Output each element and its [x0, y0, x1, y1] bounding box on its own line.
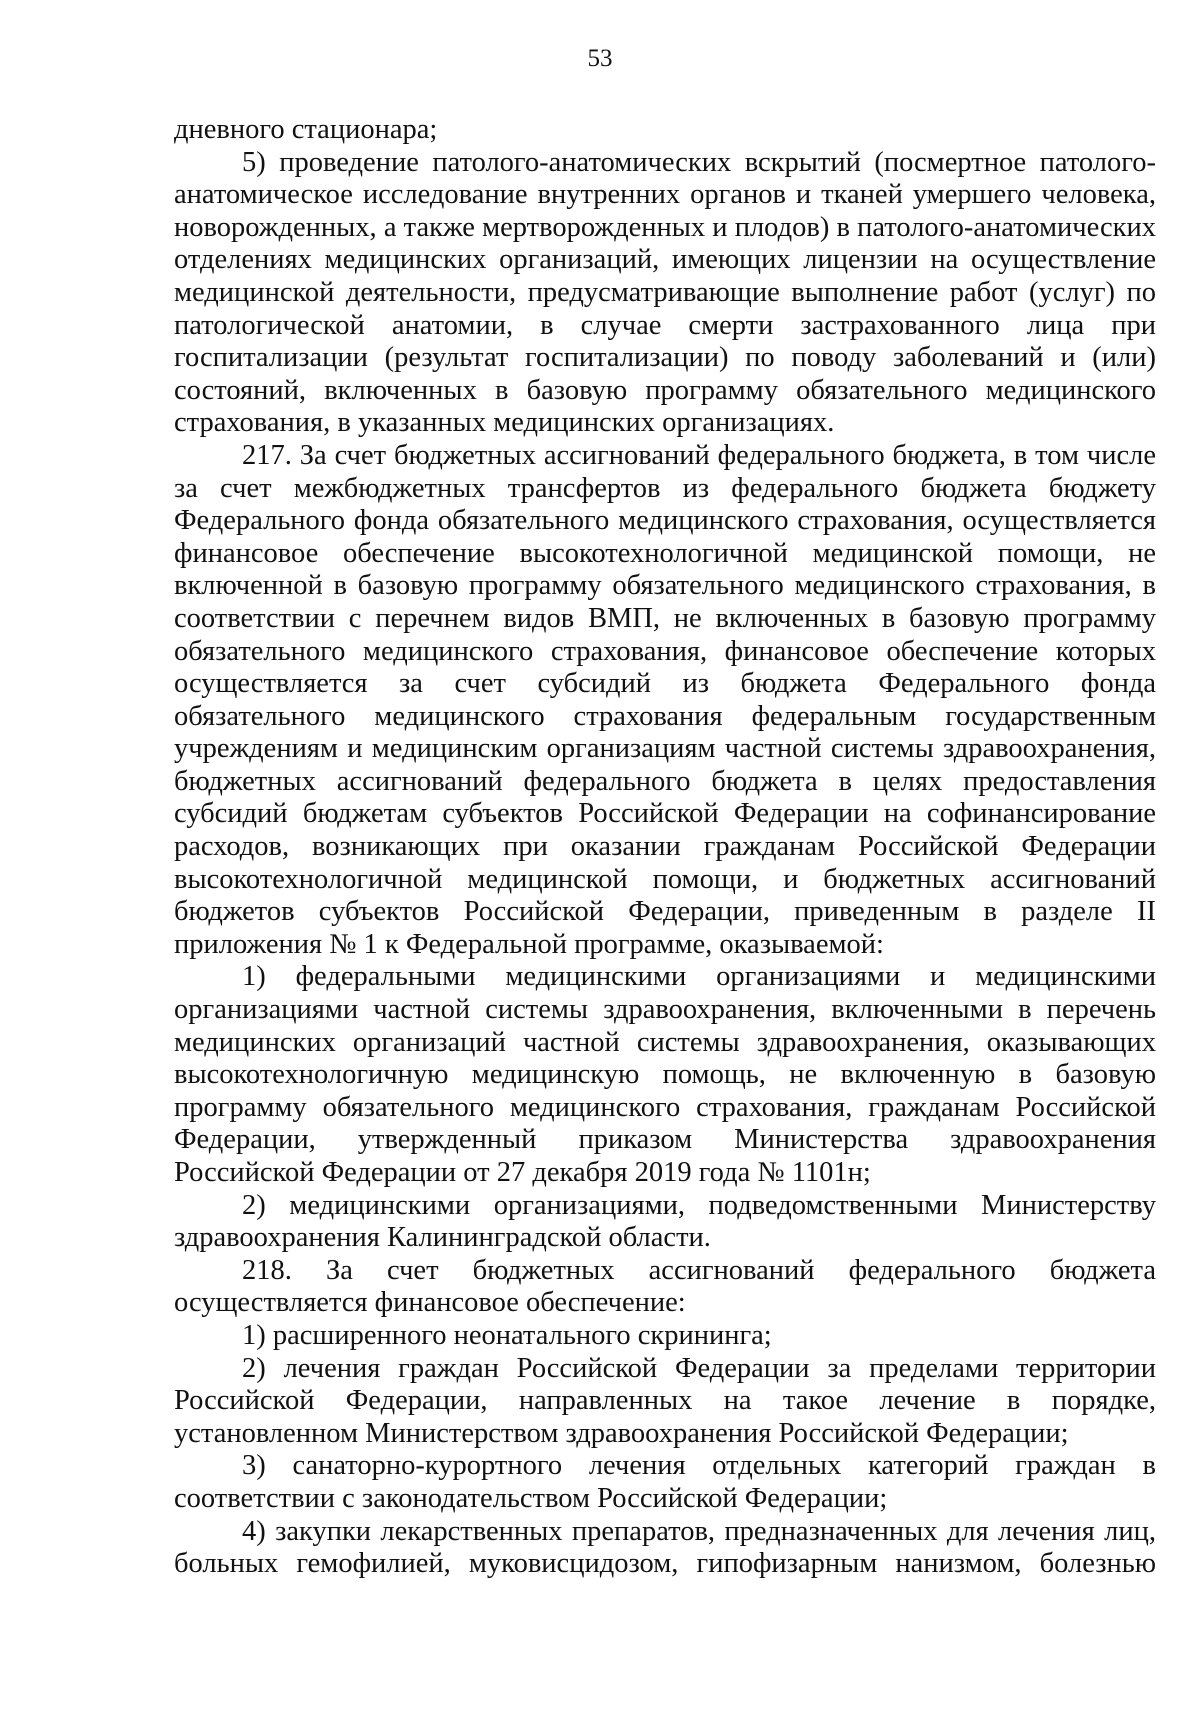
paragraph: 1) расширенного неонатального скрининга; — [242, 1319, 772, 1351]
paragraph: 218. За счет бюджетных ассигнований федерального бюджета осуществляется финансовое обеспечение: — [174, 1254, 1156, 1319]
paragraph: 217. За счет бюджетных ассигнований федерального бюджета, в том числе за счет межбюджетных трансфертов из федерального бюджета бюджету Федерального фонда обязательного медицинского страхования, осуществляется финансовое обеспечение высокотехнологичной медицинской помощи, не включенной в базовую программу обязательного медицинского страхования, в соответствии с перечнем видов ВМП, не включенных в базовую программу обязательного медицинского страхования, финансовое обеспечение которых осуществляется за счет субсидий из бюджета Федерального фонда обязательного медицинского страхования федеральным государственным учреждениям и медицинским организациям частной системы здравоохранения, бюджетных ассигнований федерального бюджета в целях предоставления субсидий бюджетам субъектов Российской Федерации на софинансирование расходов, возникающих при оказании гражданам Российской Федерации высокотехнологичной медицинской помощи, и бюджетных ассигнований бюджетов субъектов Российской Федерации, приведенным в разделе II приложения № 1 к Федеральной программе, оказываемой: — [174, 439, 1156, 960]
paragraph: 3) санаторно-курортного лечения отдельных категорий граждан в соответствии с законодательством Российской Федерации; — [174, 1450, 1156, 1514]
page-number: 53 — [587, 45, 613, 72]
document-body — [174, 114, 1156, 1581]
paragraph: 1) федеральными медицинскими организациями и медицинскими организациями частной системы здравоохранения, включенными в перечень медицинских организаций частной системы здравоохранения, оказывающих высокотехнологичную медицинскую помощь, не включенную в базовую программу обязательного медицинского страхования, гражданам Российской Федерации, утвержденный приказом Министерства здравоохранения Российской Федерации от 27 декабря 2019 года № 1101н; — [174, 961, 1156, 1188]
paragraph: 5) проведение патолого-анатомических вскрытий (посмертное патолого-анатомическое исследование внутренних органов и тканей умершего человека, новорожденных, а также мертворожденных и плодов) в патолого-анатомических отделениях медицинских организаций, имеющих лицензии на осуществление медицинской деятельности, предусматривающие выполнение работ (услуг) по патологической анатомии, в случае смерти застрахованного лица при госпитализации (результат госпитализации) по поводу заболеваний и (или) состояний, включенных в базовую программу обязательного медицинского страхования, в указанных медицинских организациях. — [174, 146, 1156, 439]
paragraph: 2) медицинскими организациями, подведомственными Министерству здравоохранения Калининградской области. — [174, 1189, 1156, 1254]
paragraph: 4) закупки лекарственных препаратов, предназначенных для лечения лиц, больных гемофилией, муковисцидозом, гипофизарным нанизмом, болезнью — [174, 1515, 1156, 1580]
paragraph: 2) лечения граждан Российской Федерации за пределами территории Российской Федерации, направленных на такое лечение в порядке, установленном Министерством здравоохранения Российской Федерации; — [174, 1352, 1156, 1449]
paragraph: дневного стационара; — [174, 114, 438, 145]
